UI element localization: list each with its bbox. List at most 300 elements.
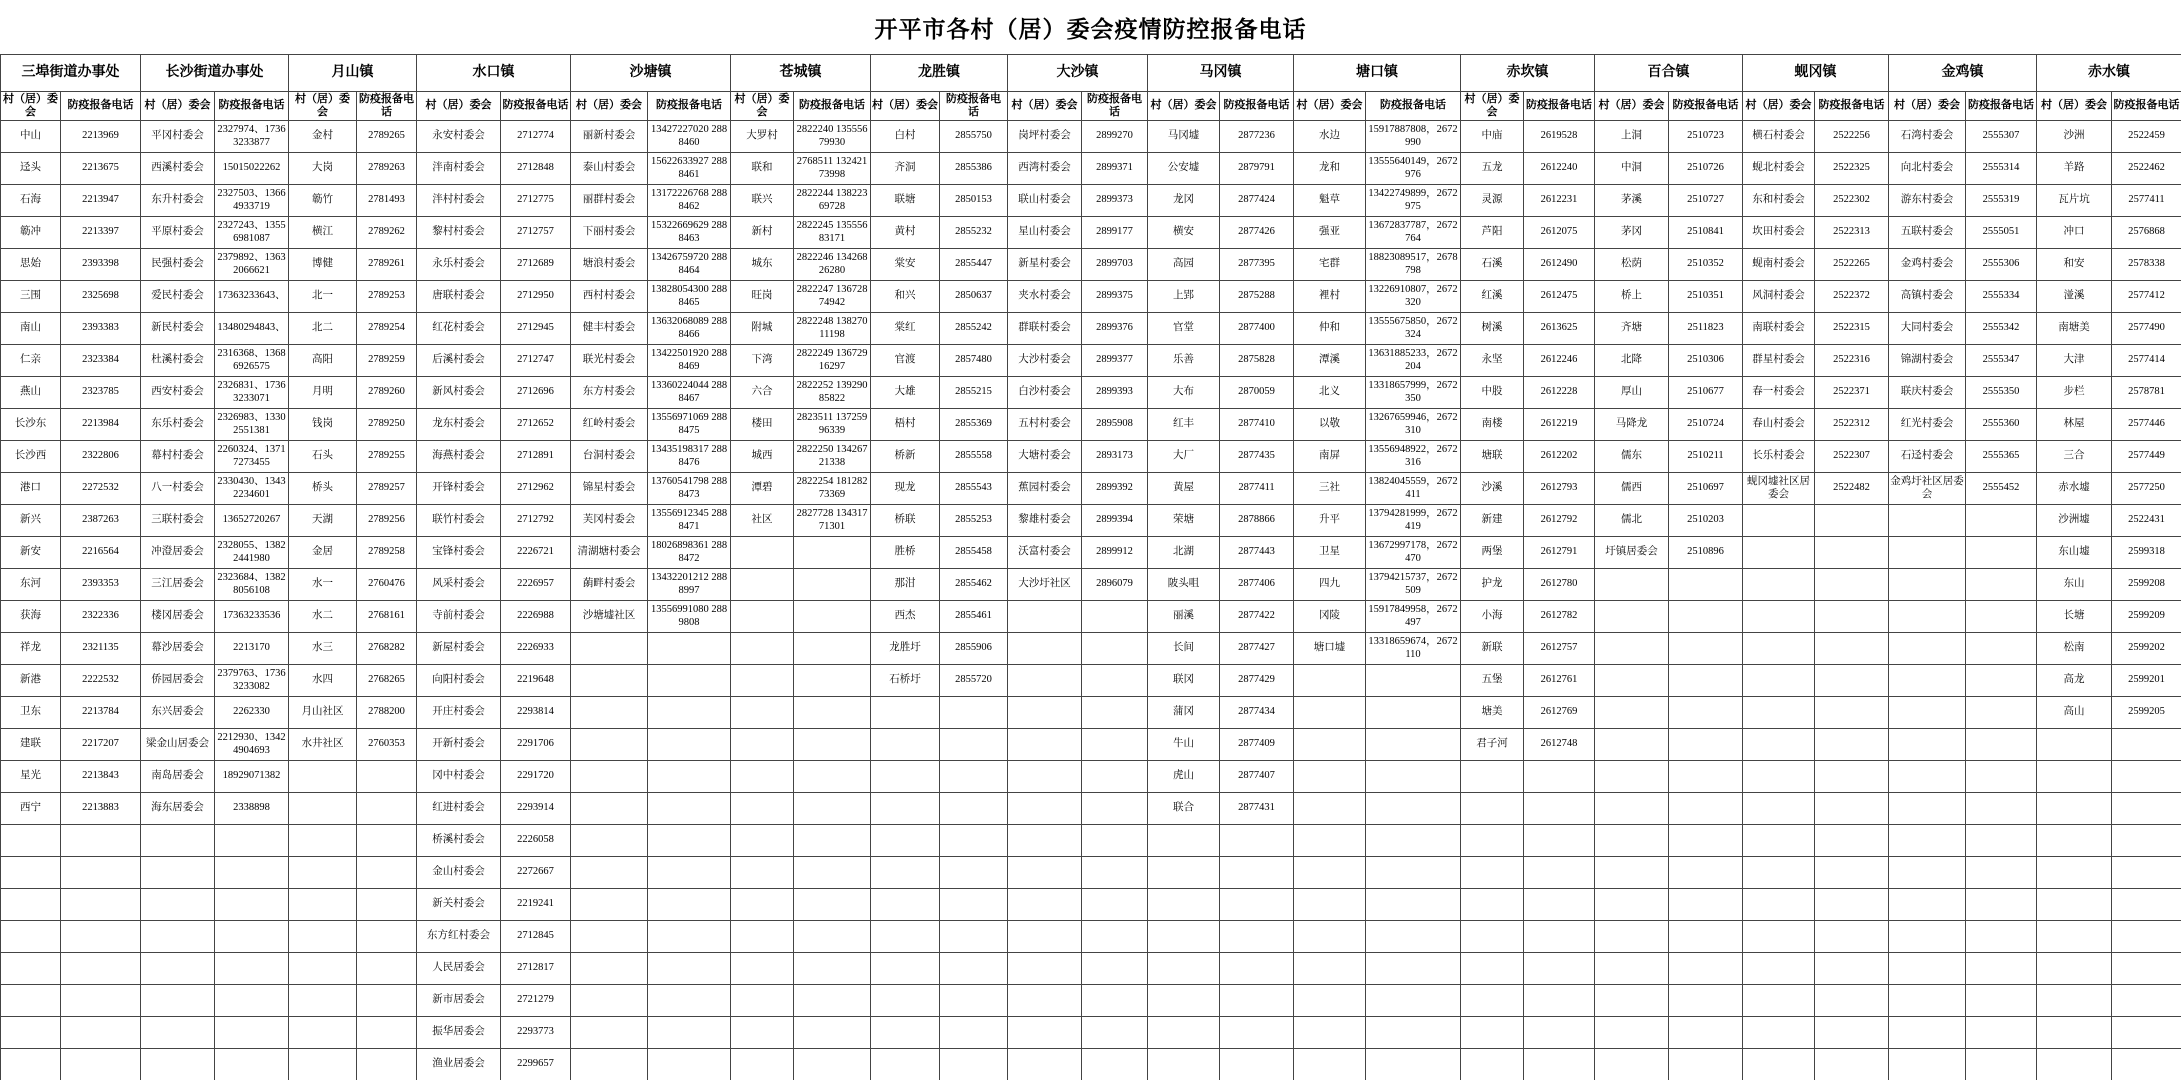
phone-cell: 2712950 [501,281,571,313]
phone-cell: 2712848 [501,153,571,185]
phone-cell: 2510306 [1669,345,1743,377]
village-cell [731,857,794,889]
village-cell [731,697,794,729]
name-column-header: 村（居）委会 [1148,92,1220,121]
phone-cell: 2327243、13556981087 [215,217,289,249]
phone-cell [2112,985,2181,1017]
phone-cell [648,825,731,857]
village-cell: 新民村委会 [141,313,215,345]
phone-cell: 2781493 [357,185,417,217]
phone-column-header: 防疫报备电话 [61,92,141,121]
village-cell [571,985,648,1017]
village-cell [871,1049,940,1080]
village-cell: 坎田村委会 [1743,217,1815,249]
phone-cell: 2577414 [2112,345,2181,377]
phone-cell: 15917887808，2672990 [1366,121,1461,153]
village-cell [731,729,794,761]
phone-cell [1815,505,1889,537]
village-cell: 灵源 [1461,185,1524,217]
village-cell: 金鸡村委会 [1889,249,1966,281]
phone-table [0,54,2181,1080]
village-cell: 开锋村委会 [417,473,501,505]
phone-cell: 2712757 [501,217,571,249]
phone-cell [1815,857,1889,889]
village-cell: 三围 [1,281,61,313]
phone-cell: 2379763、17363233082 [215,665,289,697]
village-cell [871,953,940,985]
phone-cell [940,697,1008,729]
village-cell: 风采村委会 [417,569,501,601]
phone-cell [61,1017,141,1049]
village-cell: 蓢畔村委会 [571,569,648,601]
phone-cell [1966,761,2037,793]
phone-cell: 18823089517，2678798 [1366,249,1461,281]
village-cell: 群联村委会 [1008,313,1082,345]
village-cell: 黄屋 [1148,473,1220,505]
village-cell: 新屋村委会 [417,633,501,665]
phone-cell: 2599209 [2112,601,2181,633]
phone-cell: 2510723 [1669,121,1743,153]
phone-cell [648,985,731,1017]
village-cell: 齐洞 [871,153,940,185]
village-cell: 联竹村委会 [417,505,501,537]
village-cell [1008,761,1082,793]
name-column-header: 村（居）委会 [731,92,794,121]
village-cell: 蚬南村委会 [1743,249,1815,281]
village-cell: 新兴 [1,505,61,537]
phone-cell: 2555350 [1966,377,2037,409]
phone-cell [2112,793,2181,825]
village-cell [1148,857,1220,889]
phone-cell [1524,825,1595,857]
phone-cell [1669,761,1743,793]
phone-cell [794,857,871,889]
table-row [1,1049,2181,1080]
phone-cell [61,825,141,857]
phone-cell [1669,569,1743,601]
phone-cell [648,793,731,825]
village-cell [289,1017,357,1049]
phone-cell: 2877424 [1220,185,1294,217]
phone-cell: 2712792 [501,505,571,537]
village-cell [141,921,215,953]
phone-cell: 2327503、13664933719 [215,185,289,217]
village-cell: 红花村委会 [417,313,501,345]
phone-cell: 2789257 [357,473,417,505]
phone-cell: 2322806 [61,441,141,473]
village-cell [1461,953,1524,985]
phone-cell [1815,953,1889,985]
phone-cell: 2321135 [61,633,141,665]
village-cell: 北义 [1294,377,1366,409]
village-cell: 丽溪 [1148,601,1220,633]
phone-cell: 2789261 [357,249,417,281]
village-cell: 三合 [2037,441,2112,473]
phone-cell [1966,601,2037,633]
village-cell: 群星村委会 [1743,345,1815,377]
phone-cell: 13422501920 2888469 [648,345,731,377]
phone-cell: 2577446 [2112,409,2181,441]
phone-cell: 2272667 [501,857,571,889]
phone-cell [1082,857,1148,889]
village-cell [1743,1017,1815,1049]
phone-cell: 2855447 [940,249,1008,281]
phone-cell: 2789265 [357,121,417,153]
phone-column-header: 防疫报备电话 [2112,92,2181,121]
phone-cell: 2522313 [1815,217,1889,249]
phone-cell [215,825,289,857]
phone-cell: 2612231 [1524,185,1595,217]
village-cell: 杜溪村委会 [141,345,215,377]
village-cell [871,729,940,761]
phone-cell: 13555640149，2672976 [1366,153,1461,185]
village-cell: 强亚 [1294,217,1366,249]
phone-cell [794,825,871,857]
phone-cell: 2222532 [61,665,141,697]
village-cell: 松荫 [1595,249,1669,281]
phone-cell: 2272532 [61,473,141,505]
village-cell: 东兴居委会 [141,697,215,729]
phone-cell [794,921,871,953]
village-cell: 和安 [2037,249,2112,281]
phone-cell: 2855462 [940,569,1008,601]
phone-cell: 2599202 [2112,633,2181,665]
phone-cell [1082,793,1148,825]
phone-cell: 2878866 [1220,505,1294,537]
phone-cell: 13672997178，2672470 [1366,537,1461,569]
phone-cell: 2612791 [1524,537,1595,569]
phone-cell [794,985,871,1017]
village-cell: 大岗 [289,153,357,185]
phone-cell: 2213170 [215,633,289,665]
village-cell [289,857,357,889]
village-cell [1743,889,1815,921]
village-cell [1595,793,1669,825]
phone-cell [1815,729,1889,761]
phone-cell: 13652720267 [215,505,289,537]
phone-cell [1815,633,1889,665]
village-cell: 八一村委会 [141,473,215,505]
phone-cell [794,953,871,985]
phone-cell: 2293814 [501,697,571,729]
village-cell [289,761,357,793]
phone-cell: 13555675850，2672324 [1366,313,1461,345]
village-cell: 夹水村委会 [1008,281,1082,313]
village-cell [1,1049,61,1080]
phone-cell [1669,1049,1743,1080]
phone-cell [1082,633,1148,665]
village-cell: 塘浪村委会 [571,249,648,281]
phone-cell: 2612761 [1524,665,1595,697]
phone-cell: 2213397 [61,217,141,249]
phone-cell: 2599201 [2112,665,2181,697]
phone-cell: 13426759720 2888464 [648,249,731,281]
village-cell: 春一村委会 [1743,377,1815,409]
phone-cell: 2822240 13555679930 [794,121,871,153]
phone-cell: 2712689 [501,249,571,281]
phone-cell: 2612769 [1524,697,1595,729]
phone-cell [1524,889,1595,921]
phone-cell [2112,857,2181,889]
village-cell: 梁金山居委会 [141,729,215,761]
phone-cell [215,921,289,953]
phone-cell: 2599318 [2112,537,2181,569]
village-cell: 旺岗 [731,281,794,313]
village-cell [1743,537,1815,569]
village-cell: 仁亲 [1,345,61,377]
phone-cell: 13556912345 2888471 [648,505,731,537]
village-cell: 蒲冈 [1148,697,1220,729]
name-column-header: 村（居）委会 [571,92,648,121]
phone-cell: 2576868 [2112,217,2181,249]
village-cell: 芙冈村委会 [571,505,648,537]
phone-cell [940,761,1008,793]
village-cell: 水井社区 [289,729,357,761]
phone-cell: 13672837787，2672764 [1366,217,1461,249]
phone-cell [1966,889,2037,921]
phone-cell: 2877427 [1220,633,1294,665]
phone-cell [1366,985,1461,1017]
phone-cell [1966,537,2037,569]
village-cell: 湴溪 [2037,281,2112,313]
phone-cell [61,921,141,953]
village-cell: 宅群 [1294,249,1366,281]
phone-cell [1669,857,1743,889]
village-cell: 城西 [731,441,794,473]
village-cell: 塘美 [1461,697,1524,729]
village-cell: 大塘村委会 [1008,441,1082,473]
phone-cell [1669,665,1743,697]
phone-cell [357,921,417,953]
village-cell [1,1017,61,1049]
village-cell: 和兴 [871,281,940,313]
phone-cell: 2379892、13632066621 [215,249,289,281]
village-cell: 红光村委会 [1889,409,1966,441]
village-cell: 北湖 [1148,537,1220,569]
village-cell: 思始 [1,249,61,281]
village-cell: 下丽村委会 [571,217,648,249]
village-cell [1294,921,1366,953]
phone-cell: 2877411 [1220,473,1294,505]
phone-cell [940,825,1008,857]
village-cell [289,1049,357,1080]
phone-cell: 2510697 [1669,473,1743,505]
table-row [1,889,2181,921]
village-cell [1889,793,1966,825]
phone-cell: 2822244 13822369728 [794,185,871,217]
village-cell: 中山 [1,121,61,153]
village-cell [1889,505,1966,537]
village-cell [871,857,940,889]
phone-column-header: 防疫报备电话 [1669,92,1743,121]
phone-cell: 2555051 [1966,217,2037,249]
village-cell: 新建 [1461,505,1524,537]
village-cell: 石头 [289,441,357,473]
village-cell: 南山 [1,313,61,345]
village-cell [1461,1017,1524,1049]
phone-cell: 2877435 [1220,441,1294,473]
phone-cell [2112,825,2181,857]
village-cell: 沙溪 [1461,473,1524,505]
village-cell: 三江居委会 [141,569,215,601]
phone-cell [215,1017,289,1049]
town-header-14: 赤水镇 [2037,55,2181,92]
village-cell [1889,825,1966,857]
village-cell: 龙冈 [1148,185,1220,217]
phone-cell [1366,921,1461,953]
phone-cell [215,1049,289,1080]
phone-cell [1220,1049,1294,1080]
village-cell [2037,921,2112,953]
phone-cell: 2217207 [61,729,141,761]
phone-cell: 2323684、13828056108 [215,569,289,601]
village-cell: 白沙村委会 [1008,377,1082,409]
phone-cell: 2578338 [2112,249,2181,281]
village-cell: 儒北 [1595,505,1669,537]
phone-cell: 2822247 13672874942 [794,281,871,313]
phone-cell [1669,825,1743,857]
phone-cell: 2875828 [1220,345,1294,377]
village-cell [2037,793,2112,825]
village-cell [731,825,794,857]
village-cell [2037,1017,2112,1049]
village-cell: 瓦片坑 [2037,185,2112,217]
phone-cell: 2216564 [61,537,141,569]
phone-cell: 2612757 [1524,633,1595,665]
table-row [1,697,2181,729]
town-header-13: 金鸡镇 [1889,55,2037,92]
table-row [1,665,2181,697]
phone-cell: 13435198317 2888476 [648,441,731,473]
phone-cell: 2899703 [1082,249,1148,281]
phone-cell: 2899376 [1082,313,1148,345]
village-cell: 大厂 [1148,441,1220,473]
phone-cell [1815,985,1889,1017]
phone-cell [648,1017,731,1049]
village-cell: 获海 [1,601,61,633]
village-cell: 开新村委会 [417,729,501,761]
phone-cell: 2893173 [1082,441,1148,473]
table-row [1,921,2181,953]
village-cell: 棠安 [871,249,940,281]
village-cell [1294,761,1366,793]
village-cell: 高山 [2037,697,2112,729]
name-column-header: 村（居）委会 [1889,92,1966,121]
village-cell: 人民居委会 [417,953,501,985]
phone-cell: 2612240 [1524,153,1595,185]
village-cell [1008,665,1082,697]
phone-cell: 2578781 [2112,377,2181,409]
phone-cell: 2293914 [501,793,571,825]
phone-cell [2112,889,2181,921]
village-cell: 五堡 [1461,665,1524,697]
phone-cell: 2323384 [61,345,141,377]
phone-cell [2112,761,2181,793]
phone-cell: 2226058 [501,825,571,857]
phone-cell: 2612228 [1524,377,1595,409]
phone-cell: 2768282 [357,633,417,665]
phone-cell [1082,953,1148,985]
village-cell [1294,665,1366,697]
phone-cell [648,953,731,985]
village-cell: 沃富村委会 [1008,537,1082,569]
village-cell [2037,825,2112,857]
village-cell [1008,697,1082,729]
village-cell [571,1017,648,1049]
village-cell: 楼冈居委会 [141,601,215,633]
village-cell [1461,1049,1524,1080]
phone-cell: 2555314 [1966,153,2037,185]
phone-cell: 2899177 [1082,217,1148,249]
village-cell: 楼田 [731,409,794,441]
phone-column-header: 防疫报备电话 [1966,92,2037,121]
village-cell [289,921,357,953]
phone-cell: 13427227020 2888460 [648,121,731,153]
phone-cell [1220,825,1294,857]
table-row [1,345,2181,377]
village-cell: 桥联 [871,505,940,537]
village-cell: 南联村委会 [1743,313,1815,345]
table-row [1,761,2181,793]
phone-cell [940,1049,1008,1080]
village-cell: 石湾村委会 [1889,121,1966,153]
phone-cell [1669,953,1743,985]
phone-cell: 2899373 [1082,185,1148,217]
village-cell [571,953,648,985]
phone-cell [1669,697,1743,729]
phone-cell: 13480294843、 [215,313,289,345]
village-cell: 横江 [289,217,357,249]
town-header-1: 长沙街道办事处 [141,55,289,92]
phone-cell: 2612793 [1524,473,1595,505]
village-cell [571,729,648,761]
village-cell [1595,697,1669,729]
phone-cell: 2328055、13822441980 [215,537,289,569]
phone-cell: 2555306 [1966,249,2037,281]
phone-cell: 2226957 [501,569,571,601]
village-cell: 厚山 [1595,377,1669,409]
town-header-5: 苍城镇 [731,55,871,92]
phone-cell [1669,1017,1743,1049]
phone-cell: 13318657999，2672350 [1366,377,1461,409]
village-cell [1148,825,1220,857]
phone-cell: 2612246 [1524,345,1595,377]
phone-cell: 13318659674，2672110 [1366,633,1461,665]
phone-cell: 2522316 [1815,345,1889,377]
phone-cell [794,793,871,825]
village-cell: 裡村 [1294,281,1366,313]
village-cell [289,825,357,857]
phone-cell: 2522265 [1815,249,1889,281]
phone-cell: 2712945 [501,313,571,345]
village-cell: 松南 [2037,633,2112,665]
phone-cell: 2712696 [501,377,571,409]
village-cell [141,889,215,921]
phone-cell: 2510727 [1669,185,1743,217]
phone-cell: 2712775 [501,185,571,217]
village-cell: 开庄村委会 [417,697,501,729]
village-cell [1008,825,1082,857]
phone-cell [61,889,141,921]
phone-cell: 13226910807，2672320 [1366,281,1461,313]
phone-cell [940,985,1008,1017]
village-cell: 公安墟 [1148,153,1220,185]
table-row [1,793,2181,825]
phone-cell [1366,697,1461,729]
phone-cell [648,921,731,953]
village-cell: 龙和 [1294,153,1366,185]
phone-cell [1366,1049,1461,1080]
